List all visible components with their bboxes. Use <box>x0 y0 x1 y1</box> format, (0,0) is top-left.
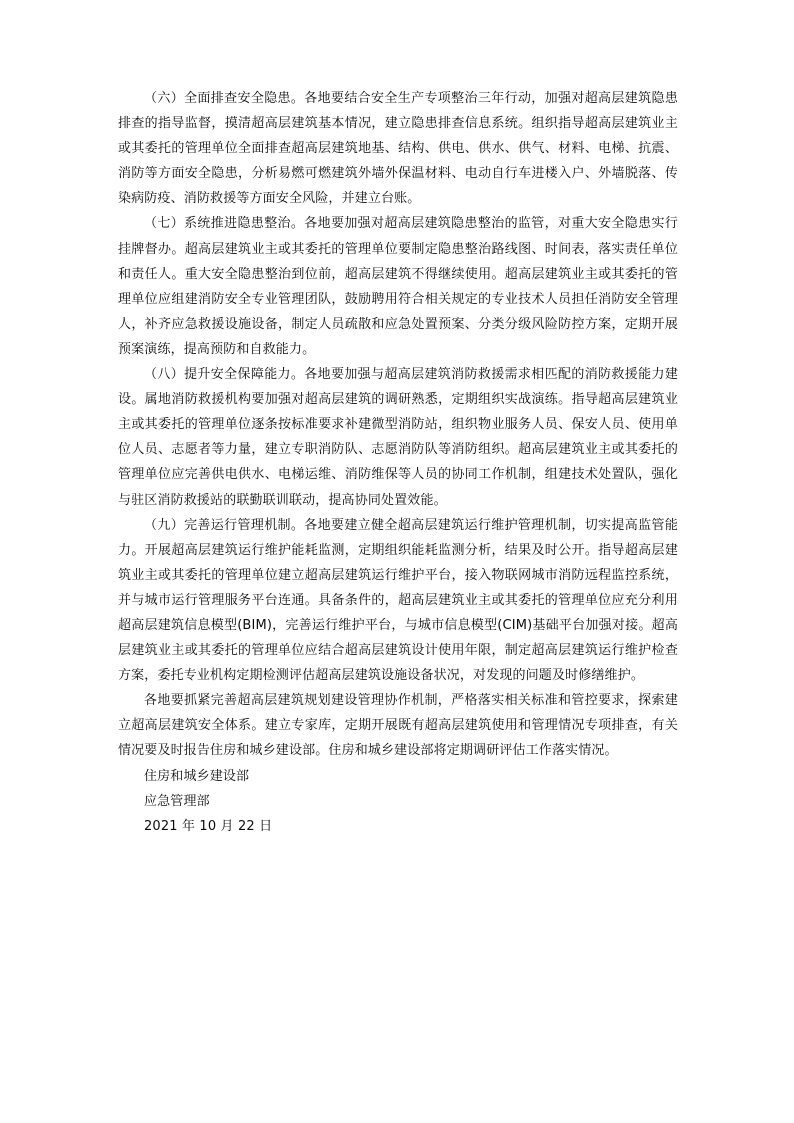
signature-organization-secondary: 应急管理部 <box>144 793 210 809</box>
signature-date: 2021 年 10 月 22 日 <box>144 818 273 834</box>
paragraph-six: （六）全面排查安全隐患。各地要结合安全生产专项整治三年行动，加强对超高层建筑隐患排查的指导监督，摸清超高层建筑基本情况，建立隐患排查信息系统。组织指导超高层建筑业主或其委托的管理单位全面排查超高层建筑地基、结构、供电、供水、供气、材料、电梯、抗震、消防等方面安全隐患，分析易燃可燃建筑外墙外保温材料、电动自行车进楼入户、外墙脱落、传染病防疫、消防救援等方面安全风险，并建立台账。 <box>118 91 678 207</box>
paragraph-seven: （七）系统推进隐患整治。各地要加强对超高层建筑隐患整治的监管，对重大安全隐患实行挂牌督办。超高层建筑业主或其委托的管理单位要制定隐患整治路线图、时间表，落实责任单位和责任人。重大安全隐患整治到位前，超高层建筑不得继续使用。超高层建筑业主或其委托的管理单位应组建消防安全专业管理团队，鼓励聘用符合相关规定的专业技术人员担任消防安全管理人，补齐应急救援设施设备，制定人员疏散和应急处置预案、分类分级风险防控方案，定期开展预案演练，提高预防和自救能力。 <box>118 216 678 357</box>
document-body <box>118 86 678 839</box>
paragraph-eight: （八）提升安全保障能力。各地要加强与超高层建筑消防救援需求相匹配的消防救援能力建设。属地消防救援机构要加强对超高层建筑的调研熟悉，定期组织实战演练。指导超高层建筑业主或其委托的管理单位逐条按标准要求补建微型消防站，组织物业服务人员、保安人员、使用单位人员、志愿者等力量，建立专职消防队、志愿消防队等消防组织。超高层建筑业主或其委托的管理单位应完善供电供水、电梯运维、消防维保等人员的协同工作机制，组建技术处置队，强化与驻区消防救援站的联勤联训联动，提高协同处置效能。 <box>118 367 678 508</box>
signature-organization-primary: 住房和城乡建设部 <box>144 768 250 784</box>
paragraph-nine: （九）完善运行管理机制。各地要建立健全超高层建筑运行维护管理机制，切实提高监管能力。开展超高层建筑运行维护能耗监测，定期组织能耗监测分析，结果及时公开。指导超高层建筑业主或其委托的管理单位建立超高层建筑运行维护平台，接入物联网城市消防远程监控系统，并与城市运行管理服务平台连通。具备条件的，超高层建筑业主或其委托的管理单位应充分利用超高层建筑信息模型(BIM)，完善运行维护平台，与城市信息模型(CIM)基础平台加强对接。超高层建筑业主或其委托的管理单位应结合超高层建筑设计使用年限，制定超高层建筑运行维护检查方案，委托专业机构定期检测评估超高层建筑设施设备状况，对发现的问题及时修缮维护。 <box>118 517 678 684</box>
paragraph-closing: 各地要抓紧完善超高层建筑规划建设管理协作机制，严格落实相关标准和管控要求，探索建立超高层建筑安全体系。建立专家库，定期开展既有超高层建筑使用和管理情况专项排查，有关情况要及时报告住房和城乡建设部。住房和城乡建设部将定期调研评估工作落实情况。 <box>118 693 678 759</box>
